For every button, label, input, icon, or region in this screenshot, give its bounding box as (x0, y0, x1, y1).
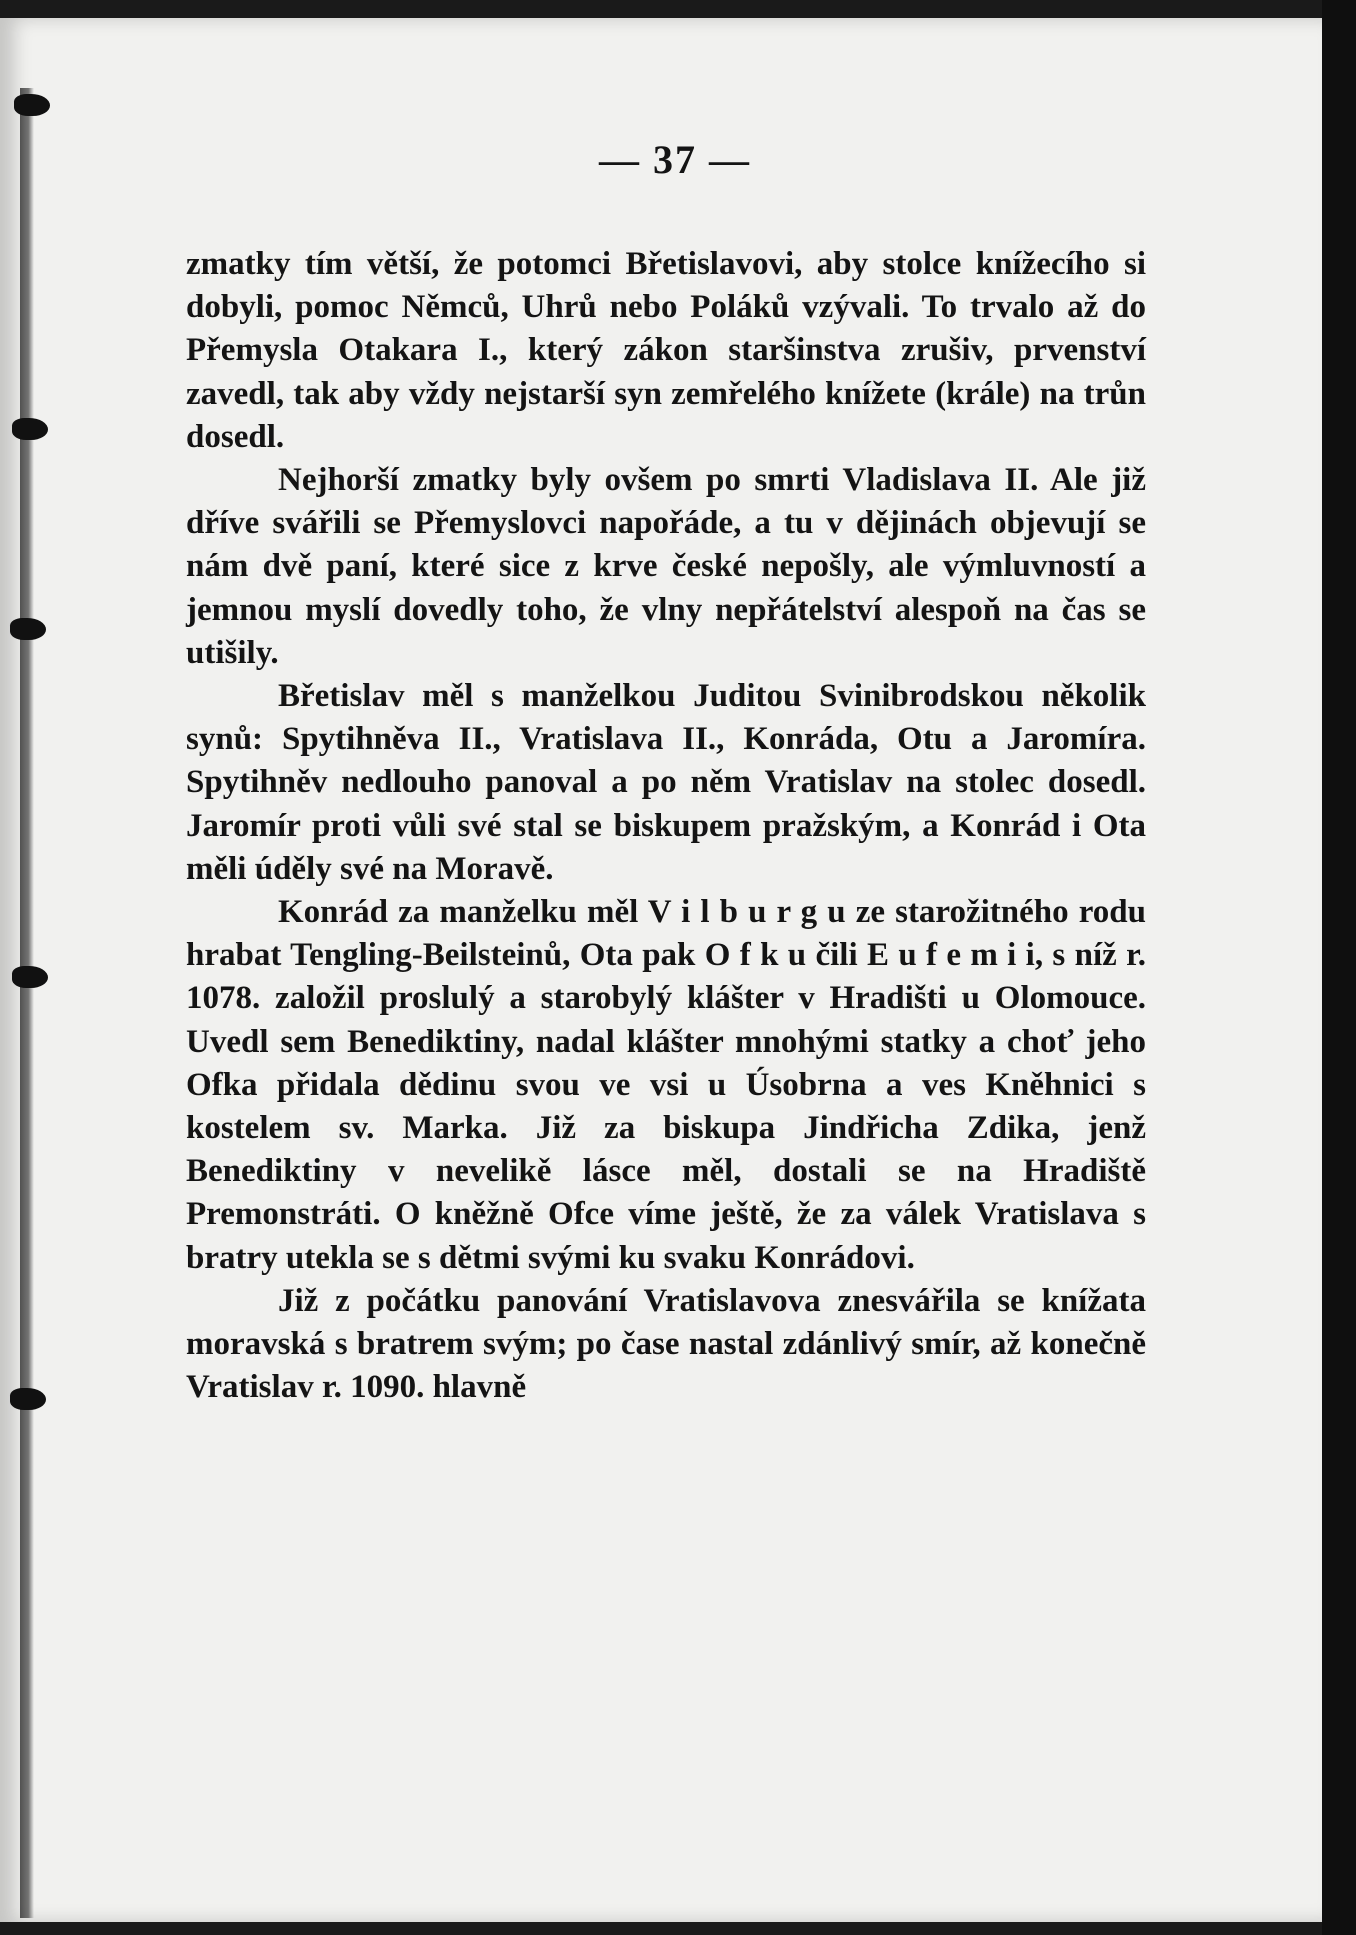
binding-mark (12, 418, 48, 440)
body-text (186, 243, 1146, 1409)
binding-mark (10, 1388, 46, 1410)
paragraph: Konrád za manželku měl V i l b u r g u ze starožitného rodu hrabat Tengling-Beilsteinů, Ota pak O f k u čili E u f e m i i, s níž r. 1078. založil proslulý a starobylý klášter v Hradišti u Olomouce. Uvedl sem Benediktiny, nadal klášter mnohými statky a choť jeho Ofka přidala dědinu svou ve vsi u Úsobrna a ves Kněhnici s kostelem sv. Marka. Již za biskupa Jindřicha Zdika, jenž Benediktiny v nevelikě lásce měl, dostali se na Hradiště Premonstráti. O kněžně Ofce víme ještě, že za válek Vratislava s bratry utekla se s dětmi svými ku svaku Konrádovi. (186, 894, 1146, 1276)
paragraph: Nejhorší zmatky byly ovšem po smrti Vladislava II. Ale již dříve svářili se Přemyslovci napořáde, a tu v dějinách objevují se nám dvě paní, které sice z krve české nepošly, ale výmluvností a jemnou myslí dovedly toho, že vlny nepřátelství alespoň na čas se utišily. (186, 462, 1146, 671)
book-page (0, 18, 1322, 1922)
binding-edge (20, 88, 34, 1918)
binding-mark (10, 618, 46, 640)
binding-mark (14, 94, 50, 116)
page-number: — 37 — (599, 137, 751, 182)
scan-dark-edge (1322, 0, 1356, 1935)
paragraph: Břetislav měl s manželkou Juditou Svinibrodskou několik synů: Spytihněva II., Vratislava II., Konráda, Otu a Jaromíra. Spytihněv nedlouho panoval a po něm Vratislav na stolec dosedl. Jaromír proti vůli své stal se biskupem pražským, a Konrád i Ota měli úděly své na Moravě. (186, 678, 1146, 887)
binding-mark (12, 966, 48, 988)
paragraph: Již z počátku panování Vratislavova znesvářila se knížata moravská s bratrem svým; po čase nastal zdánlivý smír, až konečně Vratislav r. 1090. hlavně (186, 1282, 1146, 1406)
paragraph: zmatky tím větší, že potomci Břetislavovi, aby stolce knížecího si dobyli, pomoc Němců, Uhrů nebo Poláků vzývali. To trvalo až do Přemysla Otakara I., který zákon staršinstva zrušiv, prvenství zavedl, tak aby vždy nejstarší syn zemřelého knížete (krále) na trůn dosedl. (186, 246, 1146, 455)
